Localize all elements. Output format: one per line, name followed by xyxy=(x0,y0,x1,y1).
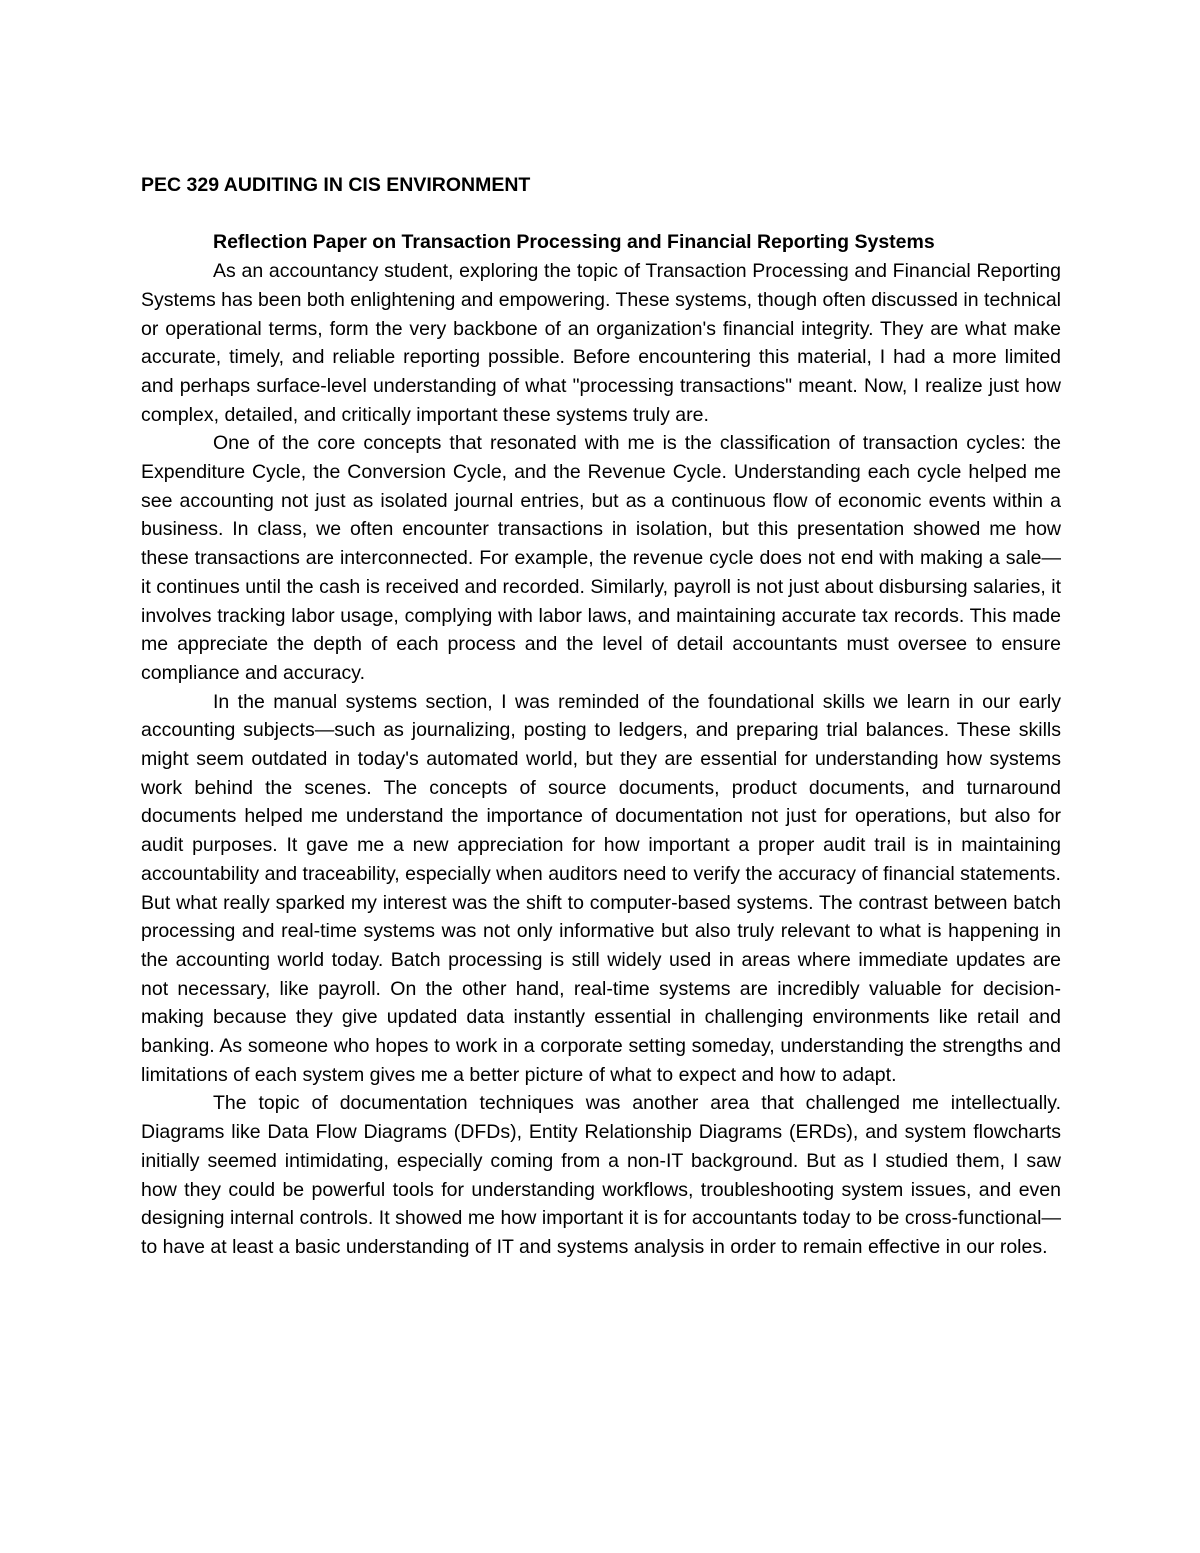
paragraph-intro: As an accountancy student, exploring the topic of Transaction Processing and Financial Reporting Systems has been both enlightening and empowering. These systems, though often discussed in technical or operational terms, form the very backbone of an organization's financial integrity. They are what make accurate, timely, and reliable reporting possible. Before encountering this material, I had a more limited and perhaps surface-level understanding of what "processing transactions" meant. Now, I realize just how complex, detailed, and critically important these systems truly are. xyxy=(141,260,1061,426)
course-title: PEC 329 AUDITING IN CIS ENVIRONMENT xyxy=(141,174,531,196)
paper-title: Reflection Paper on Transaction Processing and Financial Reporting Systems xyxy=(213,231,935,254)
document-body xyxy=(141,171,1061,1262)
paragraph-computer-systems: But what really sparked my interest was the shift to computer-based systems. The contrast between batch processing and real-time systems was not only informative but also truly relevant to what is happening in the accounting world today. Batch processing is still widely used in areas where immediate updates are not necessary, like payroll. On the other hand, real-time systems are incredibly valuable for decision-making because they give updated data instantly essential in challenging environments like retail and banking. As someone who hopes to work in a corporate setting someday, understanding the strengths and limitations of each system gives me a better picture of what to expect and how to adapt. xyxy=(141,891,1061,1086)
paragraph-documentation-techniques: The topic of documentation techniques was another area that challenged me intellectually. Diagrams like Data Flow Diagrams (DFDs), Entity Relationship Diagrams (ERDs), and system flowcharts initially seemed intimidating, especially coming from a non-IT background. But as I studied them, I saw how they could be powerful tools for understanding workflows, troubleshooting system issues, and even designing internal controls. It showed me how important it is for accountants today to be cross-functional—to have at least a basic understanding of IT and systems analysis in order to remain effective in our roles. xyxy=(141,1092,1061,1258)
paragraph-manual-systems: In the manual systems section, I was reminded of the foundational skills we learn in our early accounting subjects—such as journalizing, posting to ledgers, and preparing trial balances. These skills might seem outdated in today's automated world, but they are essential for understanding how systems work behind the scenes. The concepts of source documents, product documents, and turnaround documents helped me understand the importance of documentation not just for operations, but also for audit purposes. It gave me a new appreciation for how important a proper audit trail is in maintaining accountability and traceability, especially when auditors need to verify the accuracy of financial statements. xyxy=(141,690,1061,885)
paragraph-transaction-cycles: One of the core concepts that resonated with me is the classification of transaction cycles: the Expenditure Cycle, the Conversion Cycle, and the Revenue Cycle. Understanding each cycle helped me see accounting not just as isolated journal entries, but as a continuous flow of economic events within a business. In class, we often encounter transactions in isolation, but this presentation showed me how these transactions are interconnected. For example, the revenue cycle does not end with making a sale—it continues until the cash is received and recorded. Similarly, payroll is not just about disbursing salaries, it involves tracking labor usage, complying with labor laws, and maintaining accurate tax records. This made me appreciate the depth of each process and the level of detail accountants must oversee to ensure compliance and accuracy. xyxy=(141,432,1061,684)
